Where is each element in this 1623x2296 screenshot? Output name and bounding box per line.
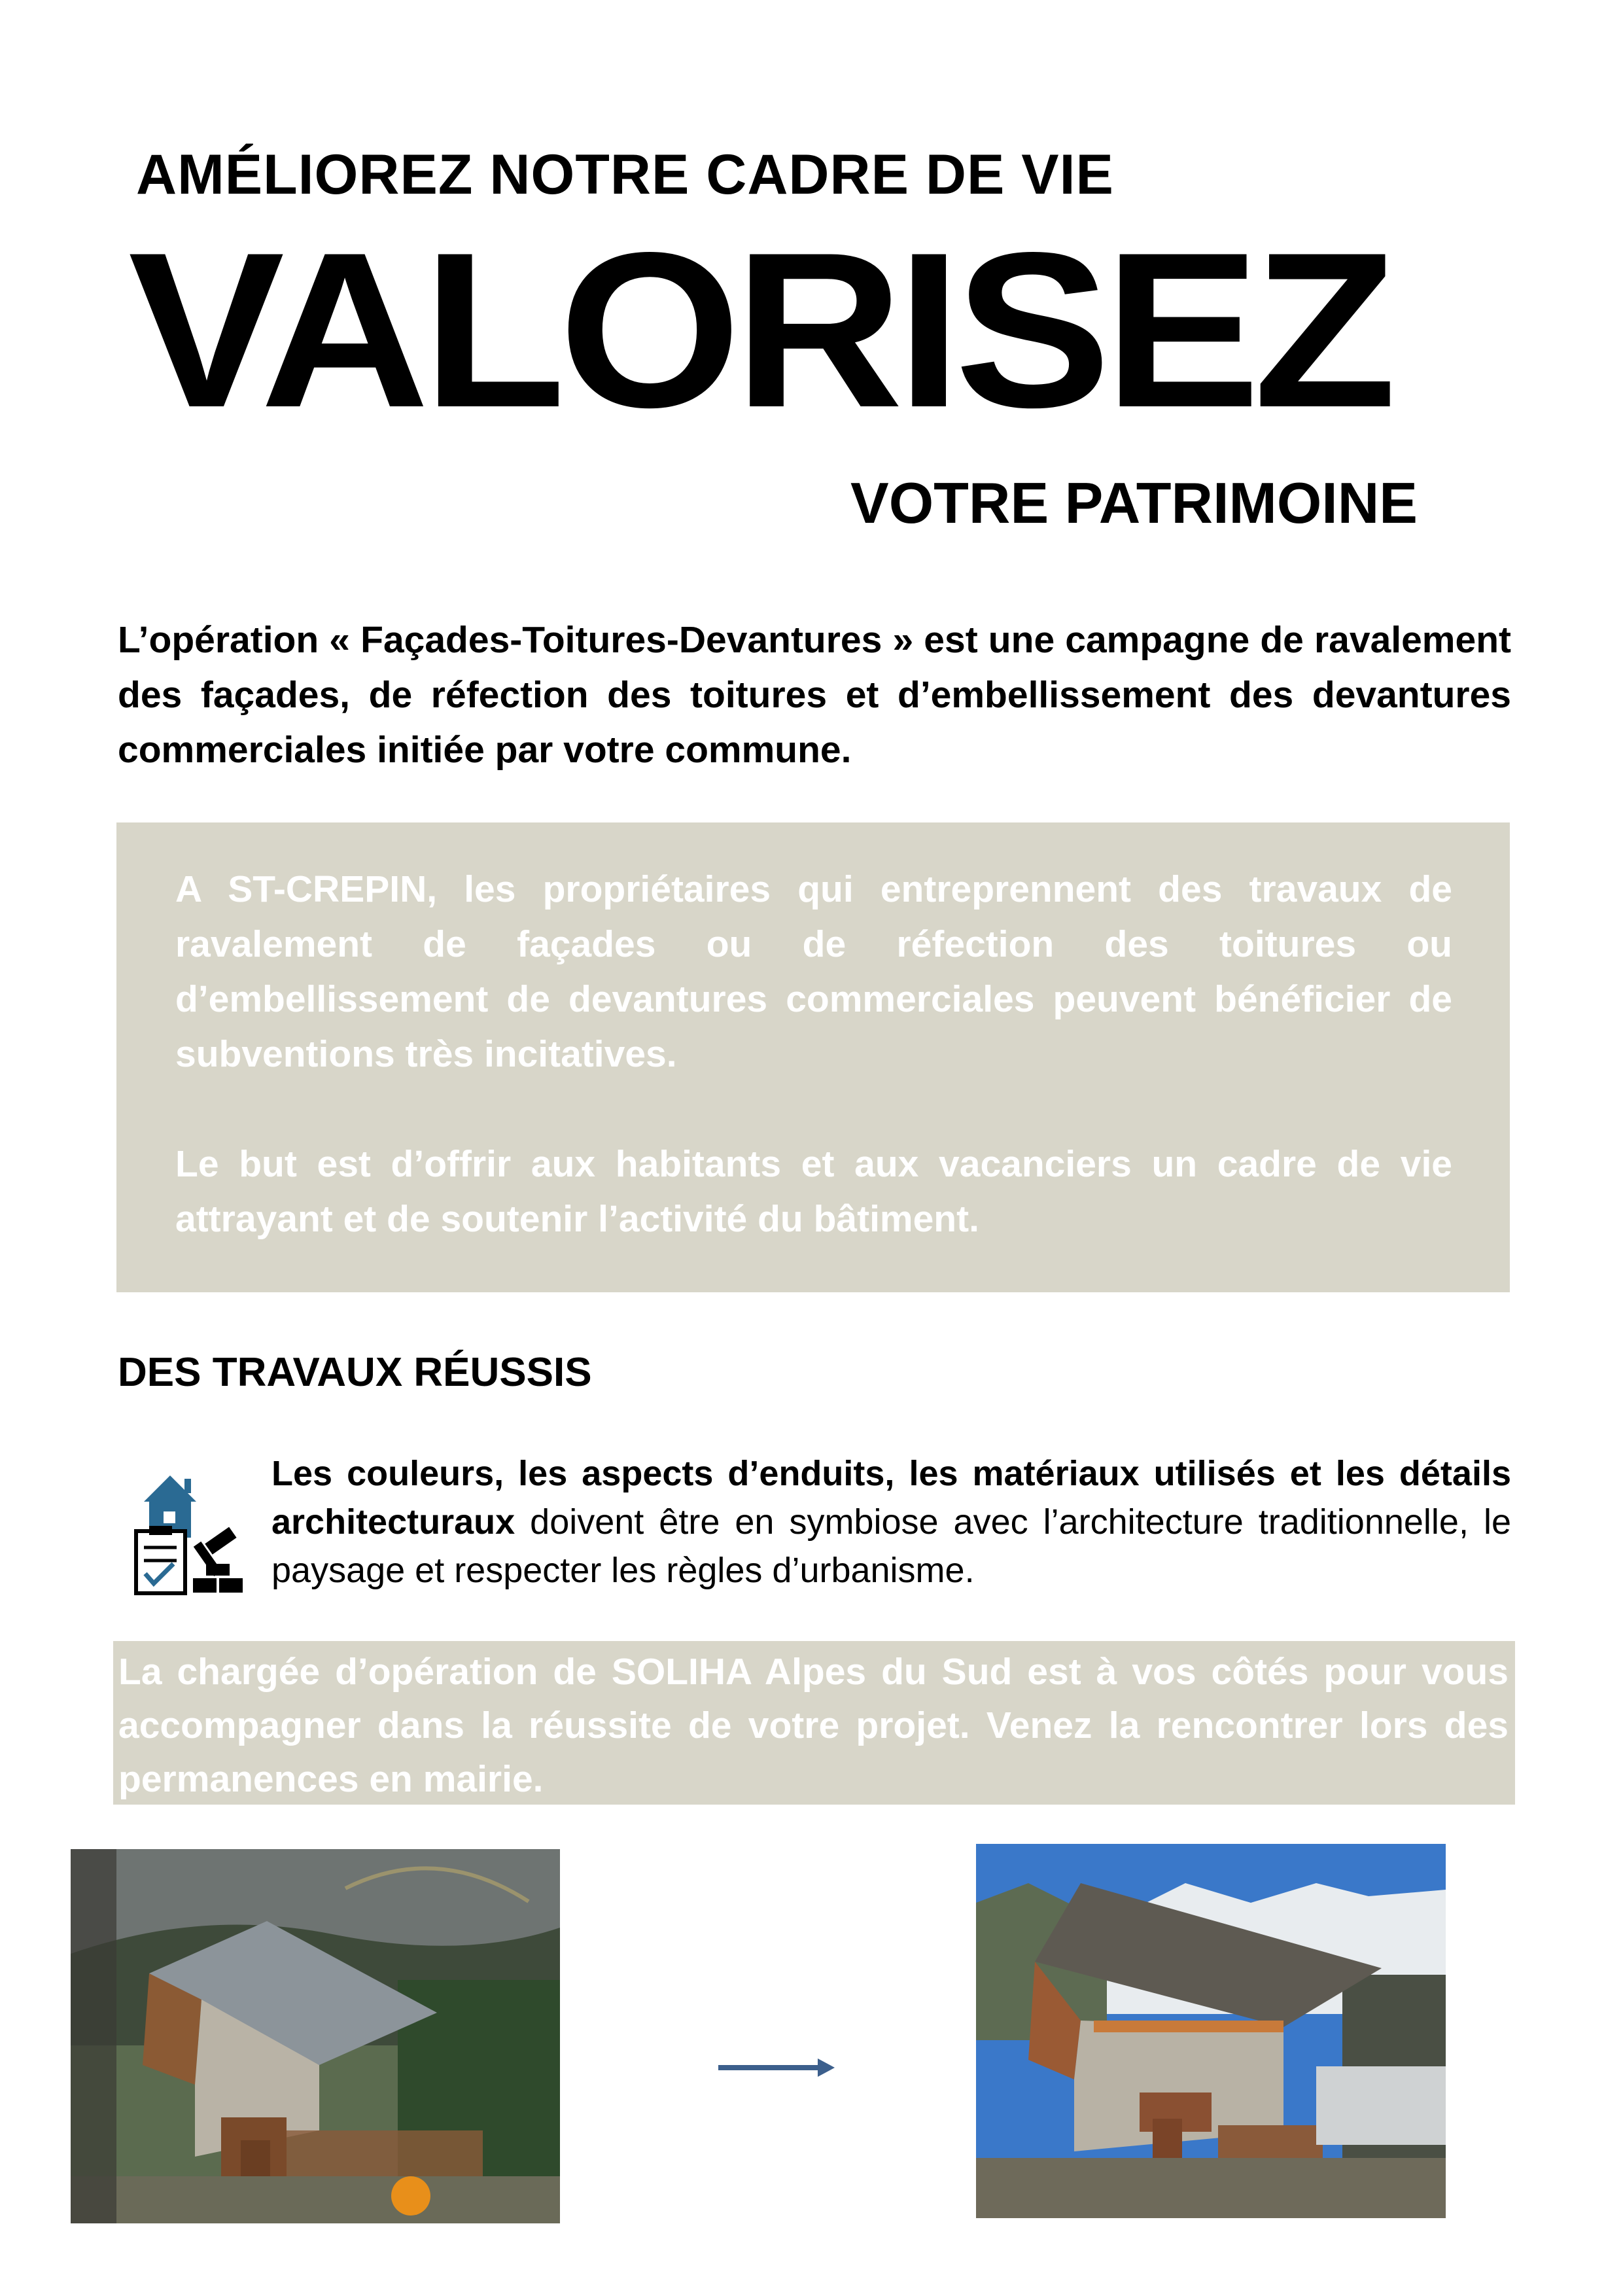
section-title: DES TRAVAUX RÉUSSIS	[118, 1350, 592, 1395]
travaux-bold-text: Les couleurs, les aspects d’enduits, les matériaux utilisés et les détails architecturaux	[271, 1454, 1511, 1542]
heading-top: AMÉLIOREZ NOTRE CADRE DE VIE	[136, 143, 1114, 206]
heading-main: VALORISEZ	[128, 206, 1390, 453]
intro-paragraph: L’opération « Façades-Toitures-Devantures » est une campagne de ravalement des façades, de réfection des toitures et d’embellissement des devantures commerciales initiée par votre commune.	[118, 619, 1511, 771]
contact-text: La chargée d’opération de SOLIHA Alpes du Sud est à vos côtés pour vous accompagner dans la réussite de votre projet. Venez la rencontrer lors des permanences en mairie.	[118, 1651, 1509, 1800]
travaux-text: doivent être en symbiose avec l’architecture traditionnelle, le paysage et respecter les règles d’urbanisme.	[271, 1502, 1511, 1590]
photo-before	[71, 1849, 560, 2223]
photo-after	[976, 1844, 1446, 2218]
highlight-paragraph-1: A ST-CREPIN, les propriétaires qui entreprennent des travaux de ravalement de façades ou de réfection des toitures ou d’embellissement de devantures commerciales peuvent bénéficier de subventions très incitatives.	[175, 868, 1452, 1075]
arrow-right-icon	[713, 2048, 837, 2087]
travaux-paragraph	[271, 1449, 1511, 1595]
heading-sub: VOTRE PATRIMOINE	[850, 470, 1418, 535]
highlight-paragraph-2: Le but est d’offrir aux habitants et aux vacanciers un cadre de vie attrayant et de soutenir l’activité du bâtiment.	[175, 1143, 1452, 1240]
contact-box	[113, 1641, 1515, 1805]
highlight-box	[116, 822, 1510, 1292]
house-checklist-tools-icon	[131, 1466, 281, 1597]
